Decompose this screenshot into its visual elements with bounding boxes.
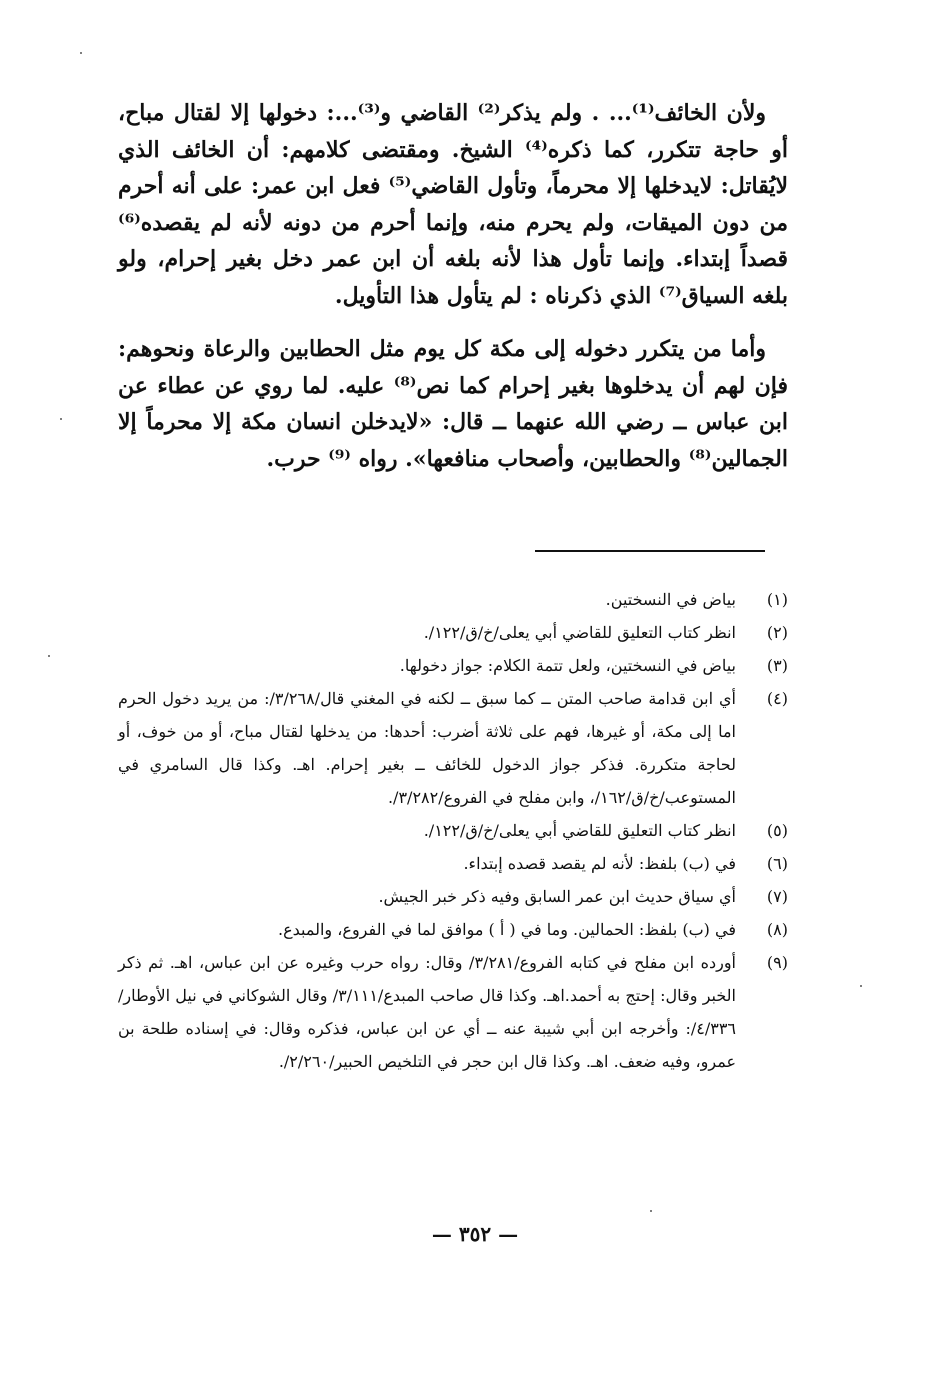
footnote-item (118, 682, 788, 814)
footnote-text: انظر كتاب التعليق للقاضي أبي يعلى/خ/ق/١٢٢/. (423, 623, 736, 642)
footnote-item (118, 880, 788, 913)
footnote-text: أورده ابن مفلح في كتابه الفروع/٣/٢٨١/ وقال: رواه حرب وغيره عن ابن عباس، اهـ. ثم ذكر الخبر وقال: إحتج به أحمد.اهـ. وكذا قال صاحب المبدع/٣/١١١/ وقال الشوكاني في نيل الأوطار/٤/٣٣٦/: وأخرجه ابن أبي شيبة عنه ــ أي عن ابن عباس، فذكره وقال: في إسناده طلحة بن عمرو، وفيه ضعف. اهـ. وكذا قال ابن حجر في التلخيص الحبير/٢/٢٦٠/. (118, 953, 737, 1071)
main-text (118, 95, 788, 477)
footnote-item (118, 583, 788, 616)
footnote-text: بياض في النسختين. (605, 590, 736, 609)
footnote-number: (٩) (766, 953, 788, 972)
scan-speck (80, 52, 82, 54)
footnote-item (118, 649, 788, 682)
footnote-text: انظر كتاب التعليق للقاضي أبي يعلى/خ/ق/١٢٢/. (423, 821, 736, 840)
footnote-item (118, 946, 788, 1078)
footnote-number: (٢) (766, 623, 788, 642)
footnote-number: (٨) (766, 920, 788, 939)
footnote-item (118, 814, 788, 847)
footnote-text: بياض في النسختين، ولعل تتمة الكلام: جواز دخولها. (399, 656, 736, 675)
footnote-number: (٣) (766, 656, 788, 675)
footnote-text: في (ب) بلفظ: لأنه لم يقصد قصده إبتداء. (463, 854, 736, 873)
paragraph-khaif: ولأن الخائف⁽¹⁾... . ولم يذكر⁽²⁾ القاضي و⁽³⁾...: دخولها إلا لقتال مباح، أو حاجة تتكرر، كما ذكره⁽⁴⁾ الشيخ. ومقتضى كلامهم: أن الخائف الذي لايُقاتل: لايدخلها إلا محرماً، وتأول القاضي⁽⁵⁾ فعل ابن عمر: على أنه أحرم من دون الميقات، ولم يحرم منه، وإنما أحرم من دونه لأنه لم يقصده⁽⁶⁾ قصداً إبتداء. وإنما تأول هذا لأنه بلغه أن ابن عمر دخل بغير إحرام، ولو بلغه السياق⁽⁷⁾ الذي ذكرناه : لم يتأول هذا التأويل. (118, 100, 788, 309)
scan-speck (860, 985, 862, 987)
footnote-number: (٦) (766, 854, 788, 873)
footnote-number: (٧) (766, 887, 788, 906)
page-number: — ٣٥٢ — (431, 1222, 519, 1246)
footnote-text: أي ابن قدامة صاحب المتن ــ كما سبق ــ لكنه في المغني قال/٣/٢٦٨/: من يريد دخول الحرم اما إلى مكة، أو غيرها، فهم على ثلاثة أضرب: أحدها: من يدخلها لقتال مباح، أو من خوف، أو لحاجة متكررة. فذكر جواز الدخول للخائف ــ بغير إحرام. اهـ. وكذا قال السامري في المستوعب/خ/ق/١٦٢/، وابن مفلح في الفروع/٣/٢٨٢/. (118, 689, 736, 807)
footnote-item (118, 616, 788, 649)
scan-speck (60, 418, 62, 420)
footnote-number: (١) (766, 590, 788, 609)
footnote-separator (535, 550, 765, 552)
footnote-number: (٥) (766, 821, 788, 840)
footnote-text: أي سياق حديث ابن عمر السابق وفيه ذكر خبر الجيش. (378, 887, 736, 906)
footnote-number: (٤) (766, 689, 788, 708)
footnote-text: في (ب) بلفظ: الحمالين. وما في ( أ ) موافق لما في الفروع، والمبدع. (278, 920, 736, 939)
footnotes (118, 583, 788, 1078)
footnote-item (118, 847, 788, 880)
footnote-item (118, 913, 788, 946)
paragraph-mutakarrir: وأما من يتكرر دخوله إلى مكة كل يوم مثل الحطابين والرعاة ونحوهم: فإن لهم أن يدخلوها بغير إحرام كما نص⁽⁸⁾ عليه. لما روي عن عطاء عن ابن عباس ــ رضي الله عنهما ــ قال: «لايدخلن انسان مكة إلا محرماً إلا الجمالين⁽⁸⁾ والحطابين، وأصحاب منافعها». رواه ⁽⁹⁾ حرب. (118, 336, 788, 472)
scan-speck (48, 655, 50, 657)
scan-speck (650, 1210, 652, 1212)
